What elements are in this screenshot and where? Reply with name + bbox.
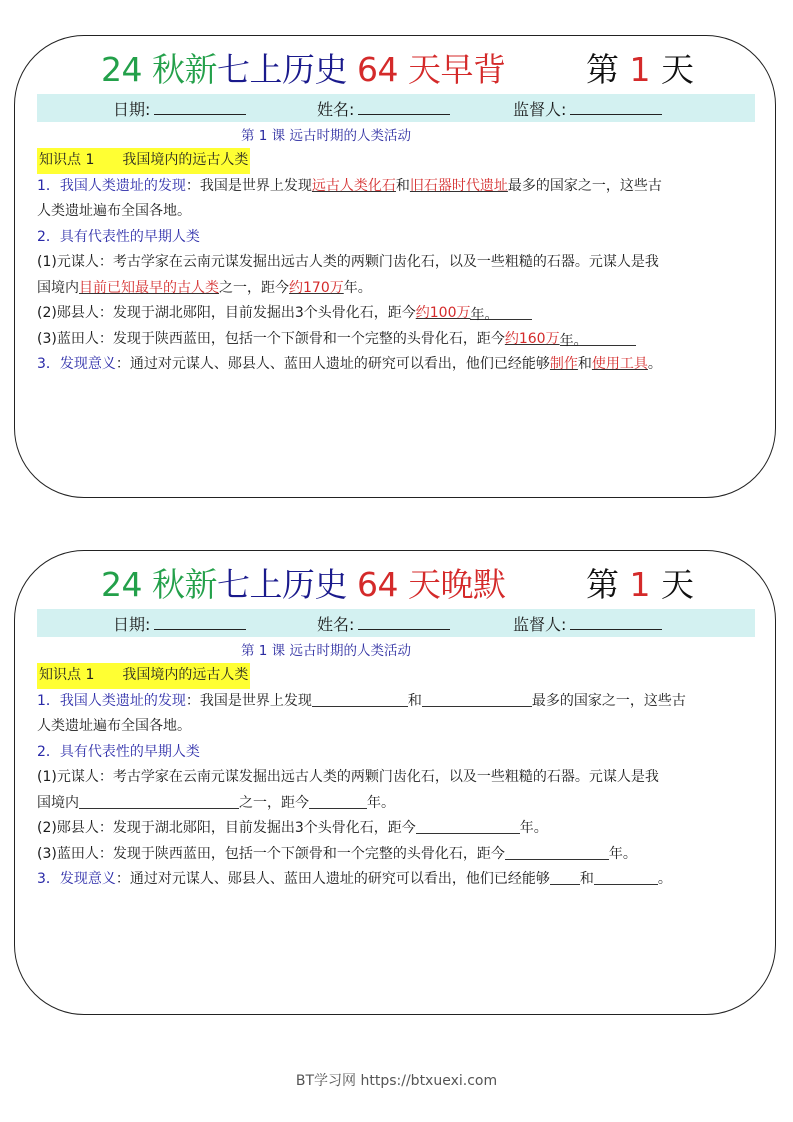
answer: 旧石器时代遗址 bbox=[409, 177, 508, 194]
name-blank[interactable] bbox=[358, 615, 450, 630]
answer: 约160万 bbox=[504, 330, 560, 347]
name-field[interactable]: 姓名: bbox=[317, 612, 450, 635]
fill-blank[interactable] bbox=[416, 817, 520, 834]
answer: 约100万 bbox=[415, 305, 471, 321]
date-blank[interactable] bbox=[154, 100, 246, 115]
answer: 约170万 bbox=[289, 279, 344, 296]
knowledge-content: 知识点 1 我国境内的远古人类 1．我国人类遗址的发现：我国是世界上发现远古人类化石和旧石器时代遗址最多的国家之一，这些古 人类遗址遍布全国各地。 2．具有代表性的早期人类 (1)元谋人：考古学家在云南元谋发掘出远古人类的两颗门齿化石，以及一些粗糙的石器。元谋人是我 国境内目前已知最早的古人类之一，距今约170万年。 (2)郧县人：发现于湖北郧阳，目前发掘出3个头骨化石，距今约100万年。 (3)蓝田人：发现于陕西蓝田，包括一个下颌骨和一个完整的头骨化石，距今约160万年。 3．发现意义：通过对元谋人、郧县人、蓝田人遗址的研究可以看出，他们已经能够制作和使用工具。 bbox=[37, 148, 757, 378]
info-bar bbox=[37, 609, 755, 637]
title-main: 24 秋新七上历史 64 天晚默 bbox=[101, 565, 506, 604]
supervisor-blank[interactable] bbox=[570, 100, 662, 115]
answer: 制作 bbox=[549, 356, 578, 372]
footer-watermark: BT学习网 https://btxuexi.com bbox=[295, 1073, 498, 1089]
name-field[interactable]: 姓名: bbox=[317, 97, 450, 120]
name-blank[interactable] bbox=[358, 100, 450, 115]
evening-dictation-card: 24 秋新七上历史 64 天晚默 第 1 天 日期: 姓名: 监督人: 第 1 课 远古时期的人类活动 知识点 1 我国境内的远古人类 1．我国人类遗址的发现：我国是世界上发现 和 最多的国家之一，这些古 人类遗址遍布全国各地。 2．具有代表性的早期人类 (1)元谋人：考古学家在云南元谋发掘出远古人类的两颗门齿化石，以及一些粗糙的石器。元谋人是我 国境内 之一，距今 年。 (2)郧县人：发现于湖北郧阳，目前发掘出3个头骨化石，距今 年。 (3)蓝田人：发现于陕西蓝田，包括一个下颌骨和一个完整的头骨化石，距今 年。 3．发现意义：通过对元谋人、郧县人、蓝田人遗址的研究可以看出，他们已经能够 和 。 bbox=[14, 550, 776, 1015]
fill-blank[interactable] bbox=[550, 868, 580, 885]
supervisor-field[interactable]: 监督人: bbox=[513, 612, 662, 635]
answer: 使用工具 bbox=[591, 356, 648, 372]
knowledge-content: 知识点 1 我国境内的远古人类 1．我国人类遗址的发现：我国是世界上发现 和 最多的国家之一，这些古 人类遗址遍布全国各地。 2．具有代表性的早期人类 (1)元谋人：考古学家在云南元谋发掘出远古人类的两颗门齿化石，以及一些粗糙的石器。元谋人是我 国境内 之一，距今 年。 (2)郧县人：发现于湖北郧阳，目前发掘出3个头骨化石，距今 年。 (3)蓝田人：发现于陕西蓝田，包括一个下颌骨和一个完整的头骨化石，距今 年。 3．发现意义：通过对元谋人、郧县人、蓝田人遗址的研究可以看出，他们已经能够 和 。 bbox=[37, 663, 757, 893]
info-bar bbox=[37, 94, 755, 122]
fill-blank[interactable] bbox=[505, 843, 609, 860]
card-title bbox=[15, 561, 775, 609]
date-blank[interactable] bbox=[154, 615, 246, 630]
morning-recitation-card: 24 秋新七上历史 64 天早背 第 1 天 日期: 姓名: 监督人: 第 1 课 远古时期的人类活动 知识点 1 我国境内的远古人类 1．我国人类遗址的发现：我国是世界上发现远古人类化石和旧石器时代遗址最多的国家之一，这些古 人类遗址遍布全国各地。 2．具有代表性的早期人类 (1)元谋人：考古学家在云南元谋发掘出远古人类的两颗门齿化石，以及一些粗糙的石器。元谋人是我 国境内目前已知最早的古人类之一，距今约170万年。 (2)郧县人：发现于湖北郧阳，目前发掘出3个头骨化石，距今约100万年。 (3)蓝田人：发现于陕西蓝田，包括一个下颌骨和一个完整的头骨化石，距今约160万年。 3．发现意义：通过对元谋人、郧县人、蓝田人遗址的研究可以看出，他们已经能够制作和使用工具。 bbox=[14, 35, 776, 498]
fill-blank[interactable] bbox=[309, 792, 367, 809]
fill-blank[interactable] bbox=[312, 690, 408, 707]
fill-blank[interactable] bbox=[79, 792, 239, 809]
fill-blank[interactable] bbox=[594, 868, 658, 885]
title-main: 24 秋新七上历史 64 天早背 bbox=[101, 50, 506, 89]
supervisor-blank[interactable] bbox=[570, 615, 662, 630]
knowledge-point-label: 知识点 1 我国境内的远古人类 bbox=[37, 148, 250, 174]
day-counter: 第 1 天 bbox=[586, 565, 694, 604]
fill-blank[interactable] bbox=[422, 690, 532, 707]
supervisor-field[interactable]: 监督人: bbox=[513, 97, 662, 120]
answer: 远古人类化石 bbox=[311, 177, 396, 194]
date-field[interactable]: 日期: bbox=[113, 97, 246, 120]
answer: 目前已知最早的古人类 bbox=[79, 279, 219, 296]
knowledge-point-label: 知识点 1 我国境内的远古人类 bbox=[37, 663, 250, 689]
date-field[interactable]: 日期: bbox=[113, 612, 246, 635]
day-counter: 第 1 天 bbox=[586, 50, 694, 89]
card-title bbox=[15, 46, 775, 94]
